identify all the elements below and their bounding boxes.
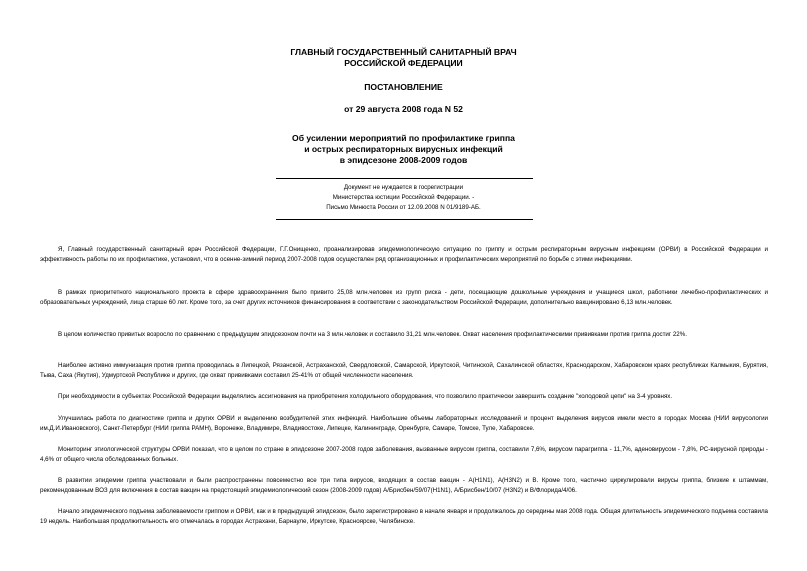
paragraph [40,288,768,308]
registration-note-line-1: Документ не нуждается в госрегистрации [343,184,464,191]
paragraph-text: Мониторинг этиологической структуры ОРВИ показал, что в целом по стране в эпидсезоне 2007-2008 годов заболевания, вызванные вирусом гриппа, составили 7,6%, вирусом парагриппа - 11,7%, аденовирусом - 7,8%, РС-вирусной природы - 4,6% от общего числа обследованных больных. [40,446,768,463]
paragraph [40,330,768,340]
document-title-line-1: Об усилении мероприятий по профилактике гриппа [292,133,515,143]
registration-note [0,183,807,213]
note-divider-bottom [276,219,533,220]
document-title-line-2: и острых респираторных вирусных инфекций [304,144,503,154]
paragraph-text: В развитии эпидемии гриппа участвовали и были распространены повсеместно все три типа вирусов, входящих в состав вакцин - А(H1N1), А(H3N2) и В. Кроме того, частично циркулировали вирусы гриппа, близкие к штаммам, рекомендованным ВОЗ для включения в состав вакцин на предстоящий эпидемиологический сезон (2008-2009 годов) А/Брисбен/59/07(H1N1), А/Брисбен/10/07 (H3N2) и В/Флорида/4/06. [40,477,768,494]
issuer-heading [0,47,807,69]
document-date-label: от 29 августа 2008 года N 52 [344,104,463,114]
registration-note-line-3: Письмо Минюста России от 12.09.2008 N 01/9189-АБ. [326,204,481,211]
paragraph [40,445,768,465]
note-divider-top [276,178,533,179]
document-type [0,82,807,93]
paragraph-text: Улучшилась работа по диагностике гриппа и других ОРВИ и выделению возбудителей этих инфекций. Наибольшие объемы лабораторных исследований и процент выделения вирусов имели место в городах Москва (НИИ вирусологии им.Д.И.Ивановского), Санкт-Петербург (НИИ гриппа РАМН), Воронеже, Владимире, Владивостоке, Липецке, Калининграде, Оренбурге, Самаре, Томске, Туле, Хабаровске. [40,415,768,432]
paragraph [40,507,768,527]
issuer-line-2: РОССИЙСКОЙ ФЕДЕРАЦИИ [344,58,463,68]
document-type-label: ПОСТАНОВЛЕНИЕ [364,82,443,92]
issuer-line-1: ГЛАВНЫЙ ГОСУДАРСТВЕННЫЙ САНИТАРНЫЙ ВРАЧ [290,47,517,57]
paragraph-text: В целом количество привитых возросло по сравнению с предыдущим эпидсезоном почти на 3 млн.человек и составило 31,21 млн.человек. Охват населения профилактическими прививками против гриппа достиг 22%. [58,331,687,338]
document-date [0,104,807,115]
paragraph-text: Я, Главный государственный санитарный врач Российской Федерации, Г.Г.Онищенко, проанализировав эпидемиологическую ситуацию по гриппу и острым респираторным вирусным инфекциям (ОРВИ) в Российской Федерации и эффективность работы по их профилактике, установил, что в осенне-зимний период 2007-2008 годов осуществлен ряд организационных и профилактических мероприятий по борьбе с этими инфекциями. [40,246,768,263]
paragraph-text: Начало эпидемического подъема заболеваемости гриппом и ОРВИ, как и в предыдущий эпидсезон, было зарегистрировано в начале января и продолжалось до середины мая 2008 года. Общая длительность эпидемического подъема составила 19 недель. Наибольшая продолжительность его отмечалась в городах Астрахани, Барнауле, Иркутске, Красноярске, Челябинске. [40,508,768,525]
registration-note-line-2: Министерства юстиции Российской Федерации. - [332,194,475,201]
document-title [0,133,807,166]
paragraph [40,476,768,496]
paragraph [40,245,768,265]
document-title-line-3: в эпидсезоне 2008-2009 годов [339,155,468,165]
paragraph [40,361,768,381]
paragraph-text: Наиболее активно иммунизация против гриппа проводилась в Липецкой, Рязанской, Астраханской, Свердловской, Самарской, Иркутской, Читинской, Сахалинской областях, Краснодарском, Хабаровском краях республиках Калмыкия, Бурятия, Тыва, Саха (Якутия), Удмуртской Республике и других, где охват прививками составил 25-41% от общей численности населения. [40,362,768,379]
paragraph [40,392,768,402]
paragraph-text: При необходимости в субъектах Российской Федерации выделялись ассигнования на приобретения холодильного оборудования, что позволило практически завершить создание "холодовой цепи" на 3-4 уровнях. [58,393,673,400]
paragraph-text: В рамках приоритетного национального проекта в сфере здравоохранения было привито 25,08 млн.человек из групп риска - дети, посещающие дошкольные учреждения и учащиеся школ, работники лечебно-профилактических и образовательных учреждений, лица старше 60 лет. Кроме того, за счет других источников финансирования в соответствии с законодательством Российской Федерации, дополнительно вакцинировано 6,13 млн.человек. [40,289,768,306]
paragraph [40,414,768,434]
